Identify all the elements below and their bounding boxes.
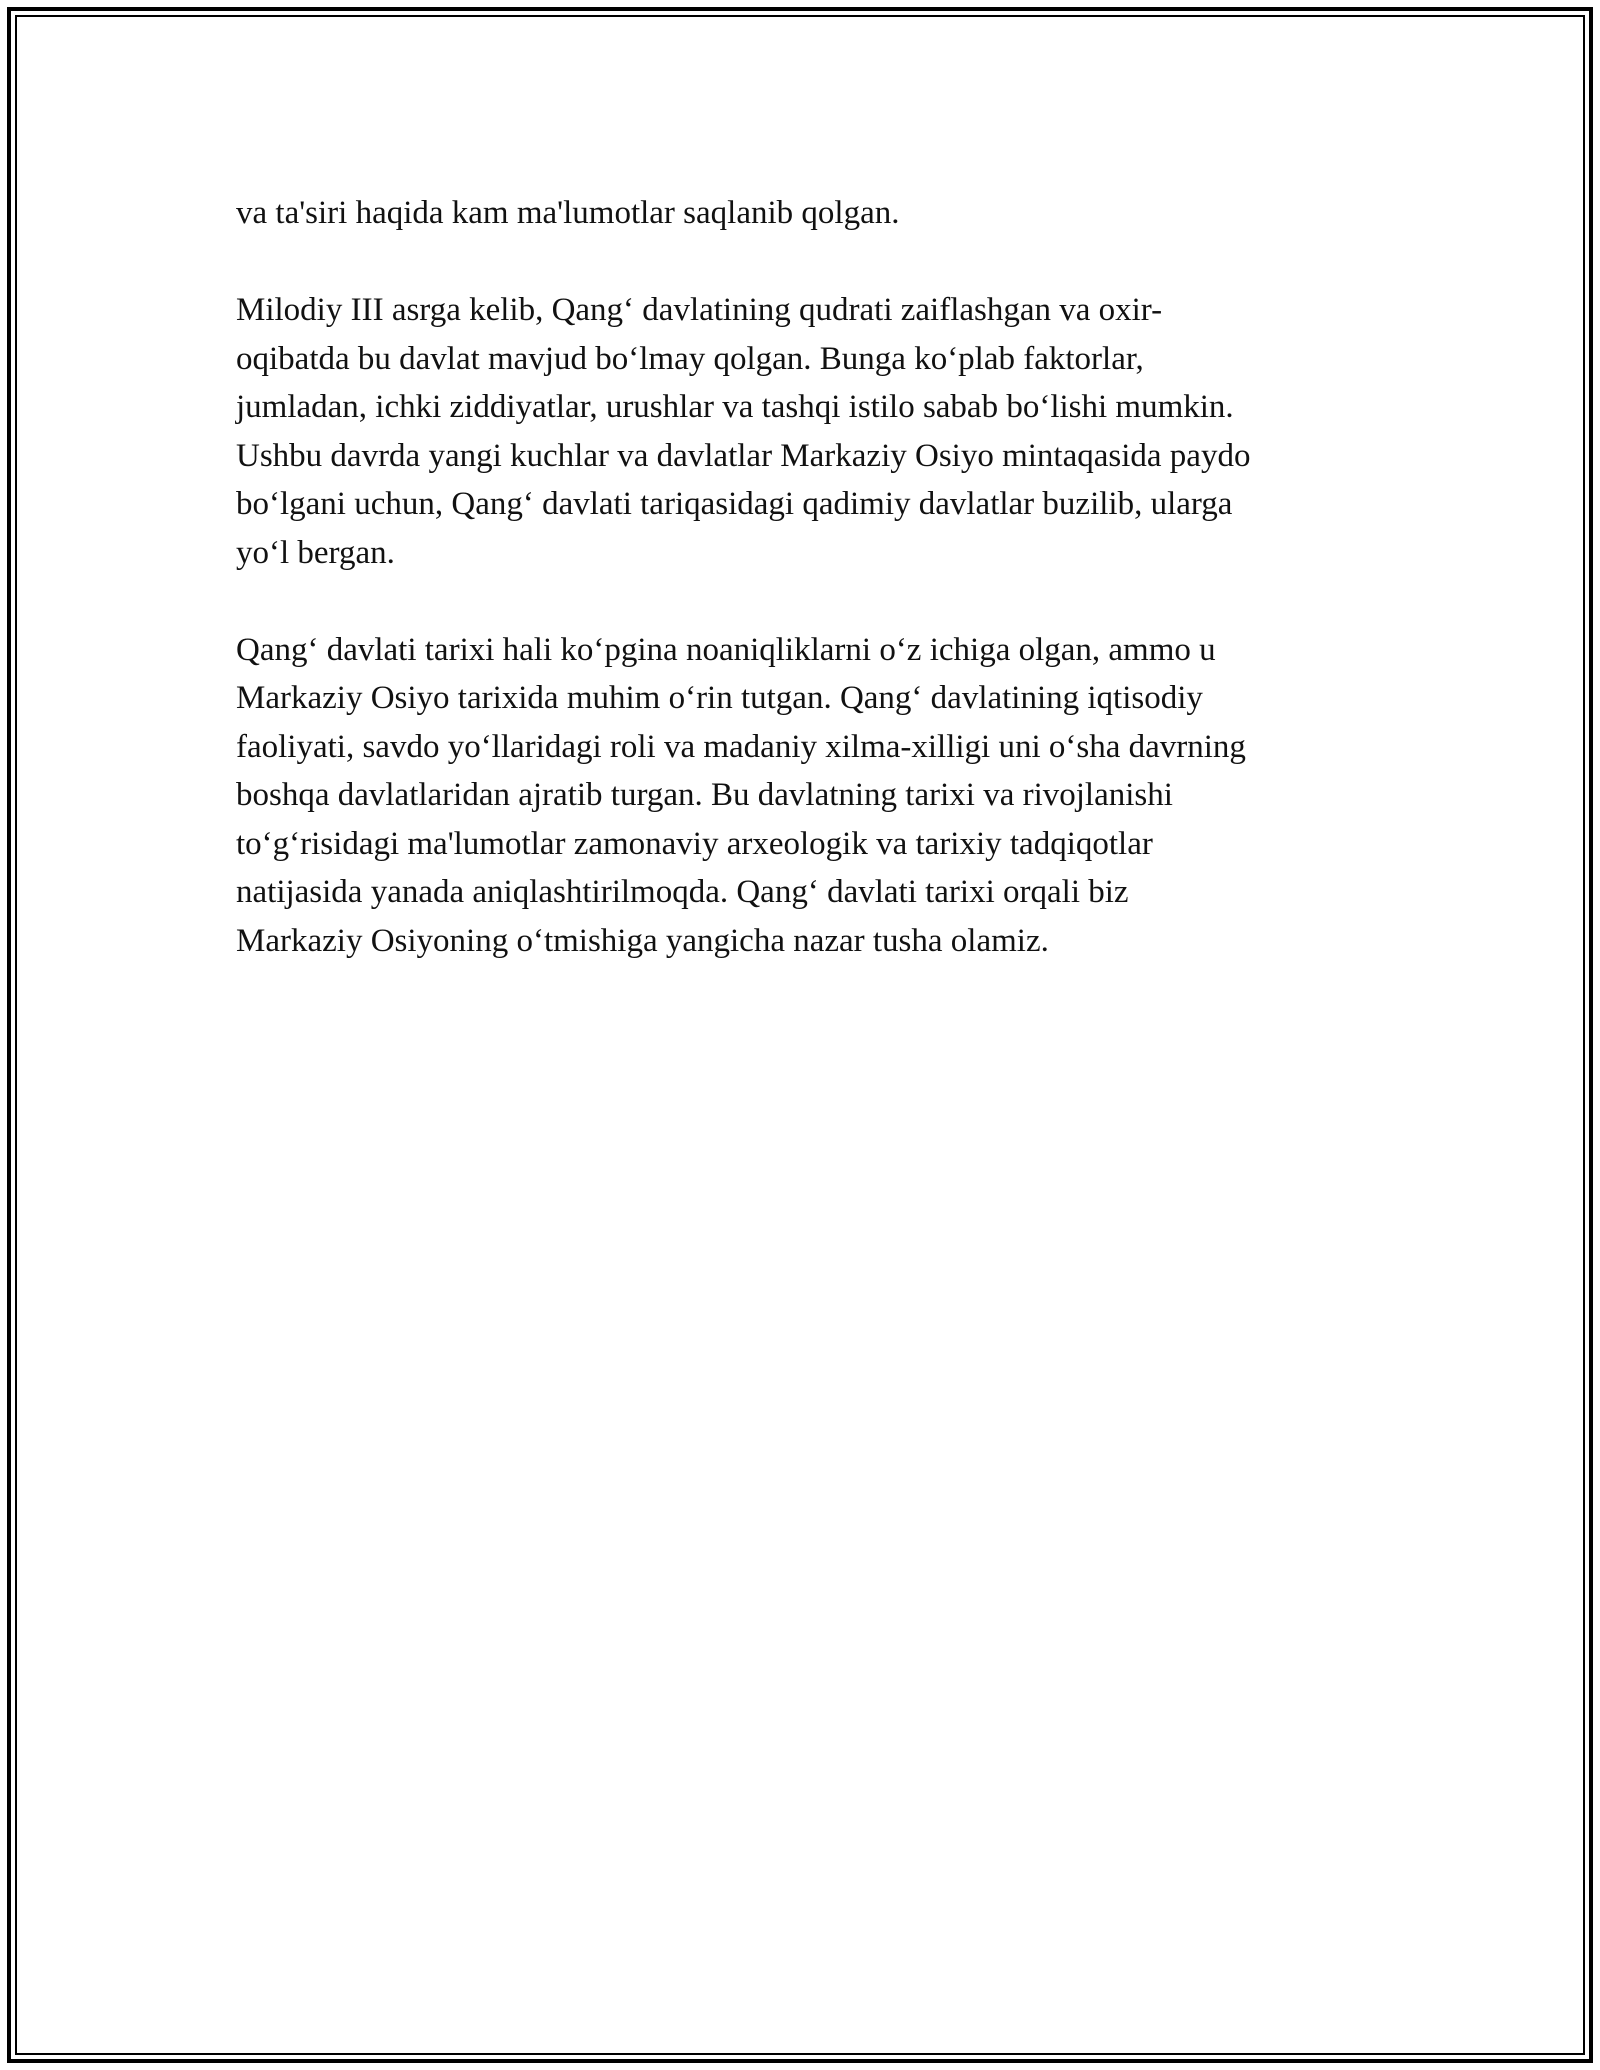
text-line: Qang‘ davlati tarixi hali ko‘pgina noaniqliklarni o‘z ichiga olgan, ammo u: [236, 631, 1216, 668]
text-line: va ta'siri haqida kam ma'lumotlar saqlanib qolgan.: [236, 195, 900, 231]
text-line: yo‘l bergan.: [236, 534, 395, 571]
paragraph-1: [236, 189, 1376, 238]
text-line: bo‘lgani uchun, Qang‘ davlati tariqasidagi qadimiy davlatlar buzilib, ularga: [236, 486, 1233, 522]
text-line: oqibatda bu davlat mavjud bo‘lmay qolgan. Bunga ko‘plab faktorlar,: [236, 340, 1144, 377]
text-line: Milodiy III asrga kelib, Qang‘ davlatining qudrati zaiflashgan va oxir-: [236, 292, 1163, 328]
text-line: Ushbu davrda yangi kuchlar va davlatlar Markaziy Osiyo mintaqasida paydo: [236, 437, 1251, 474]
text-line: Markaziy Osiyo tarixida muhim o‘rin tutgan. Qang‘ davlatining iqtisodiy: [236, 680, 1203, 716]
text-line: Markaziy Osiyoning o‘tmishiga yangicha nazar tusha olamiz.: [236, 922, 1049, 959]
text-line: to‘g‘risidagi ma'lumotlar zamonaviy arxeologik va tarixiy tadqiqotlar: [236, 825, 1153, 862]
text-line: jumladan, ichki ziddiyatlar, urushlar va tashqi istilo sabab bo‘lishi mumkin.: [236, 389, 1234, 425]
text-line: faoliyati, savdo yo‘llaridagi roli va madaniy xilma-xilligi uni o‘sha davrning: [236, 728, 1246, 765]
paragraph-3: [236, 626, 1376, 966]
document-body: [236, 189, 1376, 1014]
text-line: boshqa davlatlaridan ajratib turgan. Bu davlatning tarixi va rivojlanishi: [236, 777, 1173, 813]
paragraph-2: [236, 286, 1376, 577]
text-line: natijasida yanada aniqlashtirilmoqda. Qang‘ davlati tarixi orqali biz: [236, 874, 1129, 910]
